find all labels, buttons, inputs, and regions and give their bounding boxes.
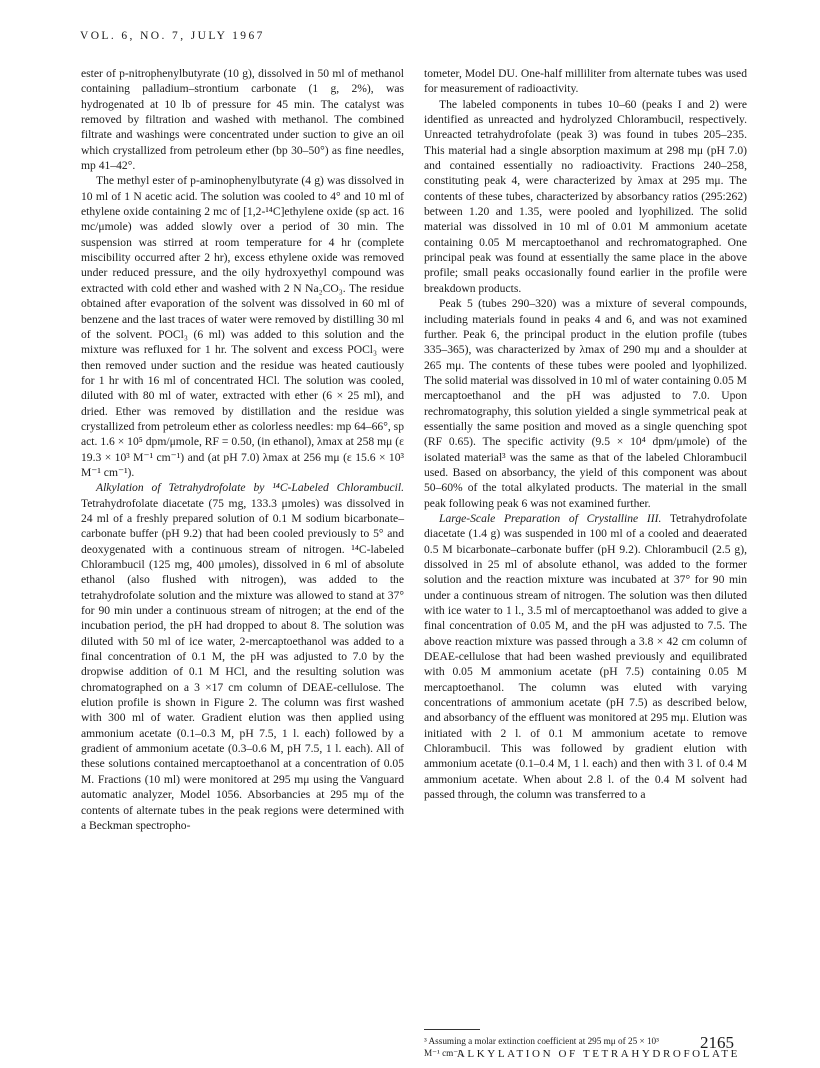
running-title: ALKYLATION OF TETRAHYDROFOLATE <box>456 1048 740 1060</box>
paragraph: tometer, Model DU. One-half milliliter from alternate tubes was used for measurement of radioactivity. <box>424 67 747 96</box>
footnote: ³ Assuming a molar extinction coefficient at 295 mμ of 25 × 10³ M⁻¹ cm⁻¹. <box>424 1036 659 1058</box>
paragraph <box>424 511 747 803</box>
section-heading: Alkylation of Tetrahydrofolate by ¹⁴C-Labeled Chlorambucil. <box>96 481 404 495</box>
paragraph-text: Tetrahydrofolate diacetate (1.4 g) was suspended in 100 ml of a cooled and deaerated 0.5 M bicarbonate–carbonate buffer (pH 9.2). Chlorambucil (2.5 g), dissolved in 25 ml of absolute ethanol, was added to the former solution and the reaction mixture was incubated at 37° for 90 min under a continuous stream of nitrogen. The solution was then diluted with ice water to 1 l., 3.5 ml of mercaptoethanol was added to give a final concentration of 0.05 M, and the pH was adjusted to 7.5. The above reaction mixture was passed through a 3.8 × 42 cm column of DEAE-cellulose that had been washed previously and equilibrated with 0.05 M ammonium acetate (pH 7.5) containing 0.05 M mercaptoethanol. The column was eluted with varying concentrations of ammonium acetate (pH 7.5) as described below, and absorbancy of the effluent was monitored at 295 mμ. Elution was initiated with 2 l. of 0.1 M ammonium acetate to remove Chlorambucil. This was followed by gradient elution with ammonium acetate (0.1–0.4 M, 1 l. each) and then with 3 l. of 0.4 M ammonium acetate. When about 2.8 l. of the 0.4 M solvent had passed through, the column was transferred to a <box>424 511 747 802</box>
paragraph-text: Tetrahydrofolate diacetate (75 mg, 133.3 μmoles) was dissolved in 24 ml of a freshly prepared solution of 0.1 M sodium bicarbonate–carbonate buffer (pH 9.2) that had been cooled previously to 5° and deoxygenated with a continuous stream of nitrogen. ¹⁴C-labeled Chlorambucil (125 mg, 400 μmoles), dissolved in 6 ml of absolute ethanol (also flushed with nitrogen), was added to the tetrahydrofolate solution and the mixture was allowed to stand at 37° for 90 min under a continuous stream of nitrogen; at the end of the incubation period, the pH had dropped to about 8. The solution was diluted with 50 ml of ice water, 2-mercaptoethanol was added to a final concentration of 0.1 M, the pH was adjusted to 7.0 by the dropwise addition of 0.1 M HCl, and the resulting solution was chromatographed on a 3 ×17 cm column of DEAE-cellulose. The elution profile is shown in Figure 2. The column was first washed with 300 ml of water. Gradient elution was then applied using ammonium acetate (0.1–0.3 M, pH 7.5, 1 l. each) followed by a gradient of ammonium acetate (0.3–0.6 M, pH 7.5, 1 l. each). All of these solutions contained mercaptoethanol at a concentration of 0.05 M. Fractions (10 ml) were monitored at 295 mμ using the Vanguard automatic analyzer, Model 1056. Absorbancies at 295 mμ of the contents of alternate tubes in the peak regions were determined with a Beckman spectropho- <box>81 496 404 832</box>
right-column <box>424 66 747 803</box>
page-number: 2165 <box>700 1033 734 1052</box>
section-heading: Large-Scale Preparation of Crystalline III. <box>439 511 662 525</box>
paragraph: ester of p-nitrophenylbutyrate (10 g), dissolved in 50 ml of methanol containing palladium–strontium carbonate (1 g, 2%), was hydrogenated at 10 lb of pressure for 45 min. The catalyst was removed by filtration and washed with methanol. The combined filtrate and washings were concentrated under suction to give an oil which crystallized from petroleum ether (bp 30–50°) as fine needles, mp 41–42°. <box>81 67 404 173</box>
footnote-rule <box>424 1029 480 1030</box>
paragraph: Peak 5 (tubes 290–320) was a mixture of several compounds, including materials found in peaks 4 and 6, and was not examined further. Peak 6, the principal product in the elution profile (tubes 335–365), was characterized by λmax of 290 mμ and a shoulder at 265 mμ. The contents of these tubes were pooled and lyophilized. The solid material was dissolved in 10 ml of water containing 0.05 M mercaptoethanol and the pH was adjusted to 7.0. Upon rechromatography, this solution yielded a single symmetrical peak at essentially the same position and moved as a single quenching spot (RF 0.65). The specific activity (9.5 × 10⁴ dpm/μmole) of the isolated material³ was the same as that of the labeled Chlorambucil used. Based on absorbancy, the yield of this component was about 50–60% of the total alkylated products. The material in the small peak following peak 6 was not examined further. <box>424 297 747 510</box>
left-column <box>81 66 404 833</box>
paragraph <box>81 480 404 833</box>
journal-header: VOL. 6, NO. 7, JULY 1967 <box>80 30 265 42</box>
paragraph: The methyl ester of p-aminophenylbutyrate (4 g) was dissolved in 10 ml of 1 N acetic acid. The solution was cooled to 4° and 10 ml of ethylene oxide containing 2 mc of [1,2-¹⁴C]ethylene oxide (sp act. 16 mc/μmole) was added slowly over a period of 30 min. The suspension was stirred at room temperature for 4 hr (complete miscibility occurred after 2 hr), excess ethylene oxide was removed under reduced pressure, and the oily hydroxyethyl compound was extracted with cold ether and washed with 2 N Na₂CO₃. The residue obtained after evaporation of the solvent was dissolved in 60 ml of benzene and the last traces of water were removed by distilling 30 ml of the solvent. POCl₃ (6 ml) was added to this solution and the mixture was refluxed for 1 hr. The solvent and excess POCl₃ were then removed under suction and the residue was heated cautiously for 1 hr with 16 ml of concentrated HCl. The solution was cooled, diluted with 80 ml of water, extracted with ether (6 × 25 ml), and dried. Ether was removed by distillation and the residue was crystallized from petroleum ether as colorless needles: mp 64–66°, sp act. 1.6 × 10⁵ dpm/μmole, RF = 0.50, (in ethanol), λmax at 258 mμ (ε 19.3 × 10³ M⁻¹ cm⁻¹) and (at pH 7.0) λmax at 256 mμ (ε 15.6 × 10³ M⁻¹ cm⁻¹). <box>81 174 404 479</box>
paragraph: The labeled components in tubes 10–60 (peaks I and 2) were identified as unreacted and hydrolyzed Chlorambucil, respectively. Unreacted tetrahydrofolate (peak 3) was found in tubes 205–235. This material had a single absorption maximum at 298 mμ (pH 7.0) and contained essentially no radioactivity. Fractions 240–258, constituting peak 4, were characterized by λmax at 295 mμ. The contents of these tubes, characterized by absorbancy ratios (295:262) between 1.20 and 1.35, were pooled and lyophilized. The solid material was dissolved in 10 ml of 0.01 M ammonium acetate containing 0.05 M mercaptoethanol and rechromatographed. One principal peak was found at essentially the same place in the above profile; small peaks occasionally found earlier in the profile were breakdown products. <box>424 97 747 295</box>
